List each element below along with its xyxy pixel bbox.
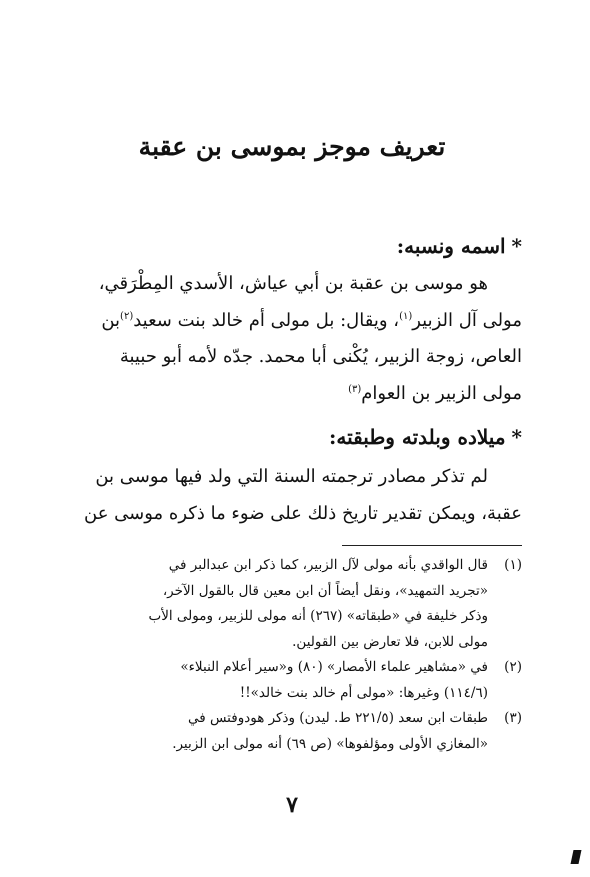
paragraph-name-lineage [62, 266, 522, 412]
footnote-line: في «مشاهير علماء الأمصار» (٨٠) و«سير أعلام النبلاء» [180, 659, 488, 675]
section-heading-text: ميلاده وبلدته وطبقته: [329, 425, 506, 449]
page-number: ٧ [286, 792, 298, 818]
footnote [62, 655, 522, 706]
footnote-line: «المغازي الأولى ومؤلفوها» (ص ٦٩) أنه مولى ابن الزبير. [172, 735, 488, 752]
book-page [62, 0, 522, 877]
paragraph-line: عقبة، ويمكن تقدير تاريخ ذلك على ضوء ما ذكره موسى عن [84, 502, 522, 524]
footnote-line: وذكر خليفة في «طبقاته» (٢٦٧) أنه مولى للزبير، ومولى الأب [148, 608, 488, 624]
paragraph-birth [62, 459, 522, 532]
section-heading-text: اسمه ونسبه: [396, 234, 506, 258]
asterisk-icon: * [511, 425, 522, 449]
footnote-number: (١) [504, 557, 522, 573]
scan-mark [571, 850, 582, 864]
paragraph-line: لم تذكر مصادر ترجمته السنة التي ولد فيها موسى بن [95, 466, 488, 487]
footnote [62, 706, 522, 757]
footnote-ref: (١) [399, 310, 413, 322]
footnote-number: (٣) [504, 710, 522, 726]
footnote-ref: (٣) [348, 383, 362, 395]
footnote-line: قال الواقدي بأنه مولى لآل الزبير، كما ذكر ابن عبدالبر في [168, 557, 488, 573]
paragraph-line: مولى آل الزبير$^{(١)}$، ويقال: بل مولى أم خالد بنت سعيد$^{(٢)}$بن [101, 309, 522, 331]
section-heading-name-lineage [62, 232, 522, 260]
footnote-line: طبقات ابن سعد (٢٢١/٥ ط. ليدن) وذكر هودوفتس في [187, 710, 488, 726]
footnotes [62, 553, 522, 757]
footnote-divider [342, 545, 522, 546]
paragraph-line: العاص، زوجة الزبير، يُكْنى أبا محمد. جدّه لأمه أبو حبيبة [119, 346, 522, 367]
footnote-line: مولى للابن، فلا تعارض بين القولين. [292, 633, 488, 650]
page-title: تعريف موجز بموسى بن عقبة [138, 132, 446, 161]
asterisk-icon: * [511, 234, 522, 258]
footnote-number: (٢) [504, 659, 522, 675]
footnote-line: (١١٤/٦) وغيرها: «مولى أم خالد بنت خالد»!! [239, 684, 488, 701]
paragraph-line: هو موسى بن عقبة بن أبي عياش، الأسدي المِطْرَقي، [98, 273, 488, 294]
section-heading-birth [62, 423, 522, 451]
footnote-line: «تجريد التمهيد»، ونقل أيضاً أن ابن معين قال بالقول الآخر، [162, 582, 488, 599]
footnote-ref: (٢) [120, 310, 134, 322]
footnote [62, 553, 522, 655]
paragraph-line: مولى الزبير بن العوام$^{(٣)}$ [348, 382, 522, 404]
